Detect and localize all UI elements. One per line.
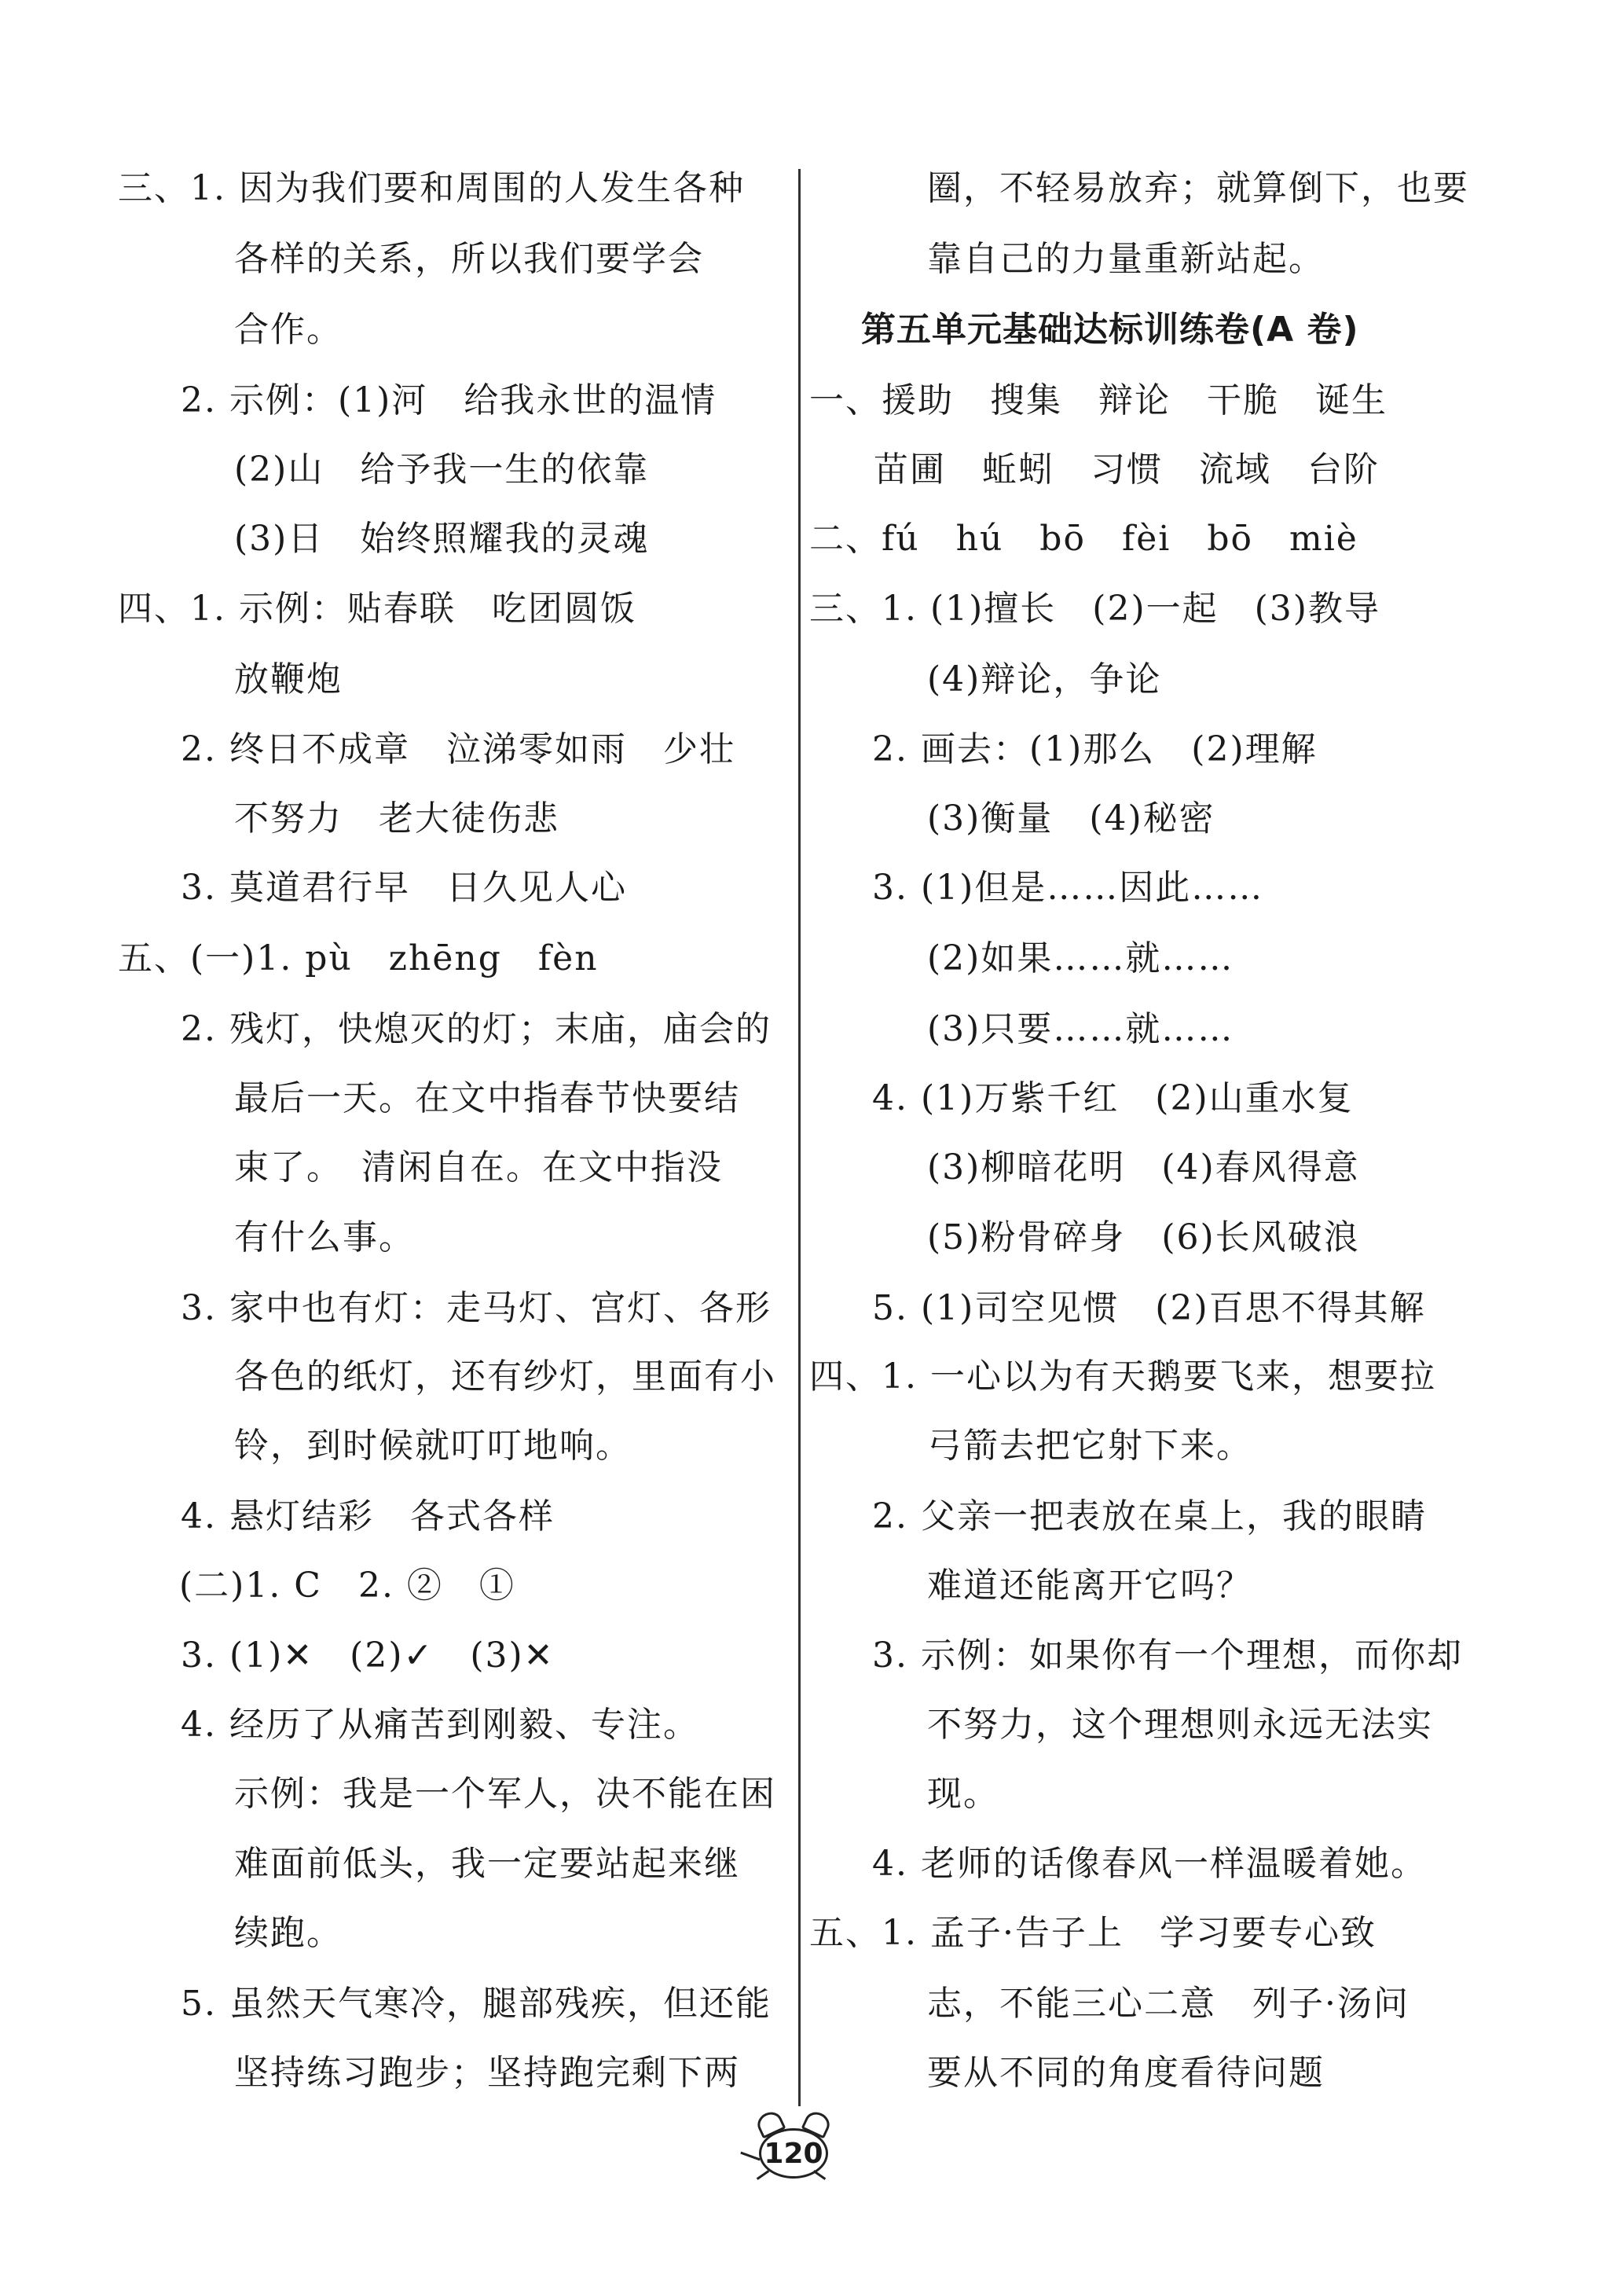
right-column-line: (4)辩论，争论	[927, 659, 1162, 699]
right-column-line: (3)衡量 (4)秘密	[927, 798, 1215, 839]
left-column-line: 续跑。	[234, 1913, 343, 1953]
left-column-line: 3. (1)✕ (2)✓ (3)✕	[181, 1635, 555, 1676]
right-column-line: 不努力，这个理想则永远无法实	[927, 1705, 1433, 1745]
right-column-line: 二、fú hú bō fèi bō miè	[809, 519, 1358, 559]
left-column-line: 2. 终日不成章 泣涕零如雨 少壮	[181, 729, 735, 769]
left-column-line: 五、(一)1. pù zhēng fèn	[118, 938, 599, 978]
alarm-hand-icon	[740, 2152, 760, 2161]
right-column-line: 要从不同的角度看待问题	[927, 2053, 1325, 2093]
right-column-line: 2. 父亲一把表放在桌上，我的眼睛	[872, 1496, 1427, 1536]
left-column-line: 合作。	[234, 310, 343, 350]
right-column-line: (3)柳暗花明 (4)春风得意	[927, 1147, 1360, 1188]
left-column-line: 各样的关系，所以我们要学会	[234, 239, 704, 279]
left-column-line: 四、1. 示例：贴春联 吃团圆饭	[118, 589, 636, 629]
right-column-line: 4. 老师的话像春风一样温暖着她。	[872, 1844, 1427, 1884]
left-column-line: 最后一天。在文中指春节快要结	[234, 1078, 740, 1118]
right-column-line: 圈，不轻易放弃；就算倒下，也要	[927, 168, 1469, 208]
column-divider	[798, 169, 801, 2106]
page-number: 120	[759, 2128, 828, 2179]
section-title: 第五单元基础达标训练卷(A 卷)	[861, 310, 1359, 350]
left-column-line: 束了。 清闲自在。在文中指没	[234, 1147, 723, 1188]
left-column-line: 三、1. 因为我们要和周围的人发生各种	[118, 168, 745, 208]
left-column-line: 不努力 老大徒伤悲	[234, 798, 559, 839]
left-column-line: 各色的纸灯，还有纱灯，里面有小	[234, 1356, 776, 1397]
left-column-line: 5. 虽然天气寒冷，腿部残疾，但还能	[181, 1984, 772, 2024]
left-column-line: 难面前低头，我一定要站起来继	[234, 1844, 740, 1884]
left-column-line: 坚持练习跑步；坚持跑完剩下两	[234, 2053, 740, 2093]
left-column-line: 2. 示例：(1)河 给我永世的温情	[181, 380, 717, 420]
right-column-line: 4. (1)万紫千红 (2)山重水复	[872, 1078, 1354, 1118]
right-column-line: 3. (1)但是……因此……	[872, 868, 1264, 908]
left-column-line: 3. 莫道君行早 日久见人心	[181, 868, 627, 908]
right-column-line: 五、1. 孟子·告子上 学习要专心致	[809, 1913, 1377, 1953]
right-column-line: 靠自己的力量重新站起。	[927, 239, 1325, 279]
right-column-line: (3)只要……就……	[927, 1009, 1234, 1049]
right-column-line: 三、1. (1)擅长 (2)一起 (3)教导	[809, 589, 1380, 629]
left-column-line: 铃，到时候就叮叮地响。	[234, 1426, 632, 1466]
left-column-line: 有什么事。	[234, 1217, 415, 1257]
right-column-line: 难道还能离开它吗？	[927, 1566, 1252, 1606]
left-column-line: 放鞭炮	[234, 659, 343, 699]
left-column-line: 4. 悬灯结彩 各式各样	[181, 1496, 555, 1536]
right-column-line: (5)粉骨碎身 (6)长风破浪	[927, 1217, 1360, 1257]
right-column-line: 3. 示例：如果你有一个理想，而你却	[872, 1635, 1463, 1676]
page-number-badge	[740, 2106, 842, 2193]
right-column-line: 一、援助 搜集 辩论 干脆 诞生	[809, 380, 1388, 420]
right-column-line: 苗圃 蚯蚓 习惯 流域 台阶	[874, 450, 1380, 490]
left-column-line: (二)1. C 2. ② ①	[179, 1566, 515, 1606]
left-column-line: (3)日 始终照耀我的灵魂	[234, 519, 650, 559]
right-column-line: 2. 画去：(1)那么 (2)理解	[872, 729, 1318, 769]
left-column-line: 2. 残灯，快熄灭的灯；末庙，庙会的	[181, 1009, 772, 1049]
right-column-line: 弓箭去把它射下来。	[927, 1426, 1252, 1466]
left-column-line: 4. 经历了从痛苦到刚毅、专注。	[181, 1705, 699, 1745]
right-column-line: 5. (1)司空见惯 (2)百思不得其解	[872, 1288, 1426, 1328]
left-column-line: (2)山 给予我一生的依靠	[234, 450, 650, 490]
right-column-line: 四、1. 一心以为有天鹅要飞来，想要拉	[809, 1356, 1436, 1397]
right-column-line: 志，不能三心二意 列子·汤问	[927, 1984, 1410, 2024]
right-column-line: (2)如果……就……	[927, 938, 1234, 978]
right-column-line: 现。	[927, 1774, 999, 1814]
left-column-line: 3. 家中也有灯：走马灯、宫灯、各形	[181, 1288, 772, 1328]
alarm-leg-left-icon	[757, 2170, 769, 2180]
left-column-line: 示例：我是一个军人，决不能在困	[234, 1774, 776, 1814]
alarm-leg-right-icon	[813, 2170, 826, 2180]
